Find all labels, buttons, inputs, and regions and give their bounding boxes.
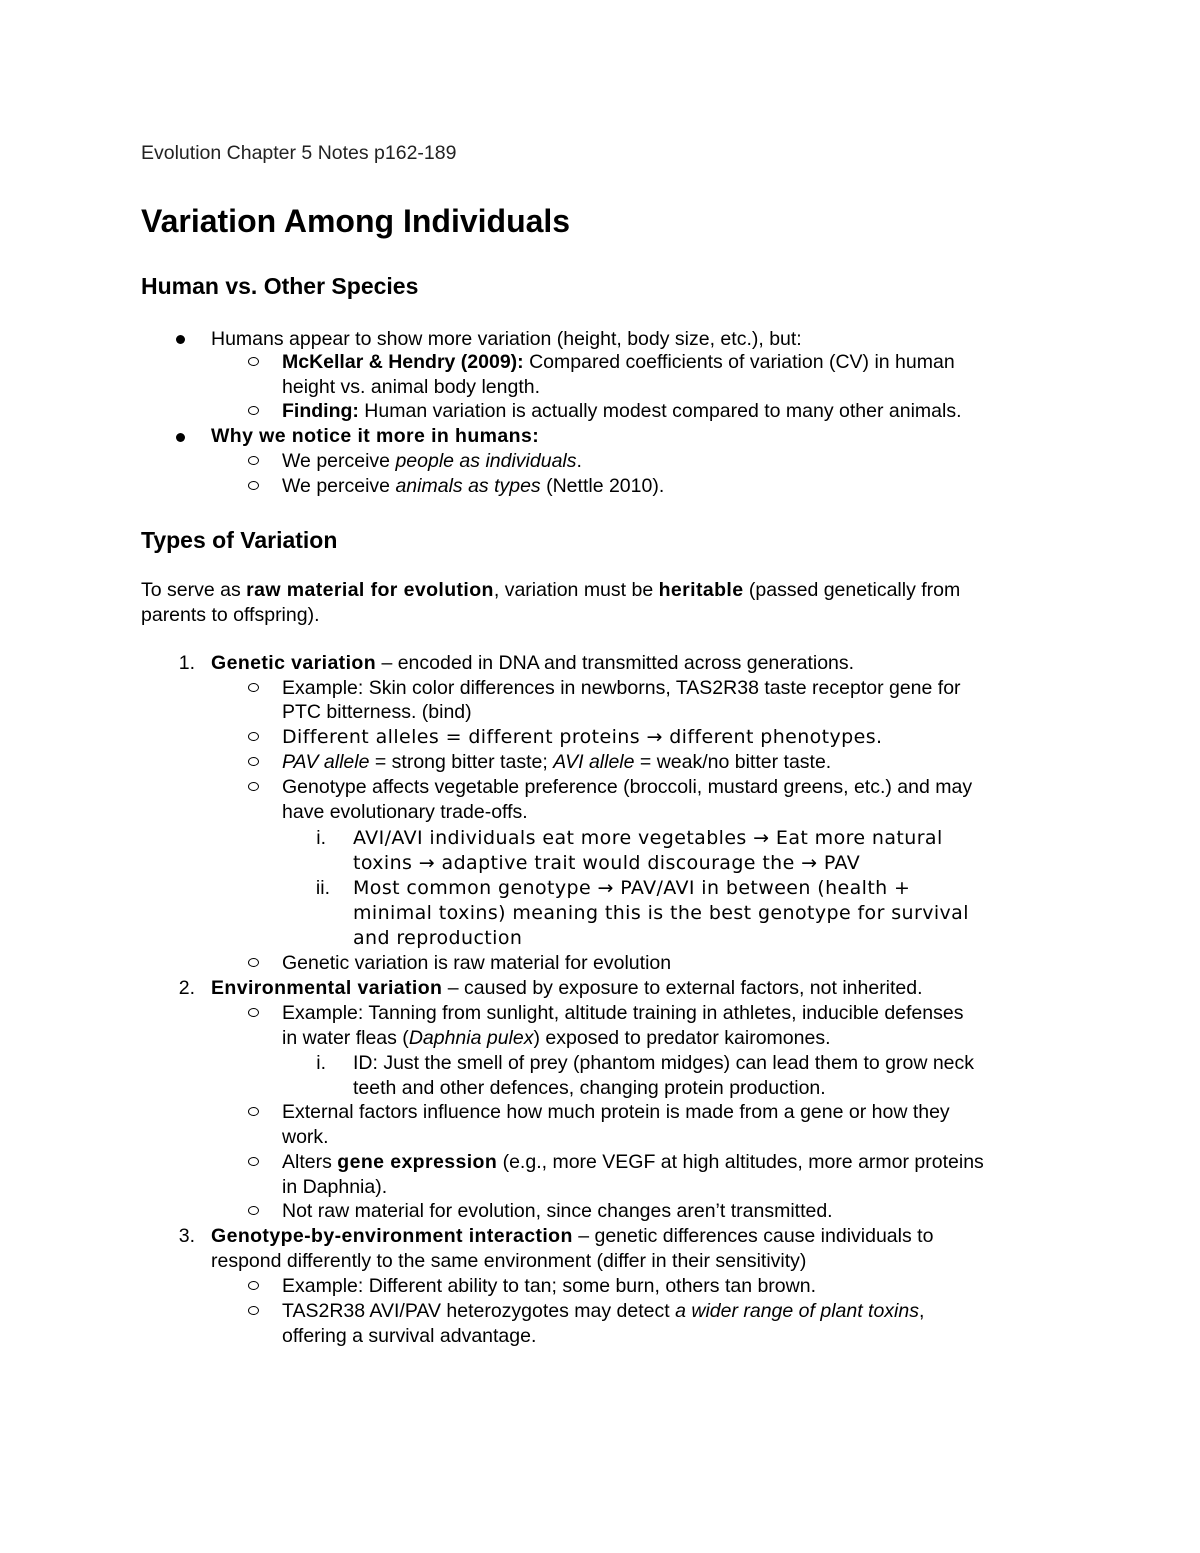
- bullet-ring: [248, 732, 259, 741]
- bullet-ring: [248, 1107, 259, 1116]
- italic-text: Daphnia pulex: [408, 1027, 534, 1049]
- list-item-continuation: minimal toxins) meaning this is the best genotype for survival: [353, 902, 969, 924]
- italic-text: people as individuals: [395, 450, 577, 472]
- bullet-dot: [176, 335, 185, 344]
- list-item: [282, 449, 582, 474]
- list-item: [282, 474, 664, 499]
- text: – genetic differences cause individuals to: [572, 1225, 934, 1247]
- bullet-ring: [248, 406, 259, 415]
- text: We perceive: [282, 450, 396, 472]
- text: .: [576, 450, 582, 472]
- citation-bold: McKellar & Hendry (2009):: [282, 351, 524, 373]
- bullet-ring: [248, 958, 259, 967]
- list-item: Example: Skin color differences in newborns, TAS2R38 taste receptor gene for: [282, 677, 961, 699]
- bullet-ring: [248, 1157, 259, 1166]
- list-item: ID: Just the smell of prey (phantom midges) can lead them to grow neck: [353, 1052, 975, 1074]
- bullet-ring: [248, 456, 259, 465]
- roman-numeral: i.: [316, 827, 326, 849]
- list-item-continuation: [282, 1026, 831, 1051]
- list-item: Why we notice it more in humans:: [211, 425, 540, 447]
- bold-text: heritable: [658, 579, 744, 601]
- roman-numeral: i.: [316, 1052, 326, 1074]
- bullet-ring: [248, 1206, 259, 1215]
- list-item: Not raw material for evolution, since changes aren’t transmitted.: [282, 1200, 833, 1222]
- bold-text: gene expression: [337, 1151, 498, 1173]
- list-item: [282, 399, 962, 424]
- list-item-continuation: in Daphnia).: [282, 1176, 388, 1198]
- italic-text: PAV allele: [282, 751, 370, 773]
- italic-text: animals as types: [395, 475, 541, 497]
- text: We perceive: [282, 475, 396, 497]
- text: Human variation is actually modest compared to many other animals.: [358, 400, 962, 422]
- bullet-ring: [248, 481, 259, 490]
- text: – encoded in DNA and transmitted across generations.: [376, 652, 855, 674]
- list-item-continuation: respond differently to the same environment (differ in their sensitivity): [211, 1250, 807, 1272]
- list-number: 3.: [178, 1225, 195, 1247]
- bullet-ring: [248, 1306, 259, 1315]
- text: (e.g., more VEGF at high altitudes, more armor proteins: [497, 1151, 984, 1173]
- list-item: Different alleles = different proteins → different phenotypes.: [282, 726, 883, 748]
- list-item: [282, 350, 955, 375]
- list-item: Genetic variation is raw material for evolution: [282, 952, 672, 974]
- document-subtitle: Evolution Chapter 5 Notes p162-189: [141, 142, 457, 164]
- italic-text: a wider range of plant toxins: [675, 1300, 919, 1322]
- list-item: AVI/AVI individuals eat more vegetables → Eat more natural: [353, 827, 943, 849]
- text: – caused by exposure to external factors, not inherited.: [442, 977, 923, 999]
- list-item-continuation: teeth and other defences, changing protein production.: [353, 1077, 826, 1099]
- page-title: Variation Among Individuals: [141, 203, 571, 239]
- section-heading-types-of-variation: Types of Variation: [141, 527, 338, 553]
- text: = weak/no bitter taste.: [634, 751, 832, 773]
- text: (passed genetically from: [743, 579, 961, 601]
- text: ) exposed to predator kairomones.: [533, 1027, 831, 1049]
- list-item: [282, 1299, 924, 1324]
- list-item-continuation: PTC bitterness. (bind): [282, 701, 472, 723]
- list-item-continuation: work.: [282, 1126, 329, 1148]
- bold-text: raw material for evolution: [246, 579, 494, 601]
- bold-text: Environmental variation: [211, 977, 443, 999]
- list-item: Example: Tanning from sunlight, altitude training in athletes, inducible defenses: [282, 1002, 964, 1024]
- list-item-continuation: toxins → adaptive trait would discourage the → PAV: [353, 852, 861, 874]
- text: ,: [919, 1300, 925, 1322]
- list-item-continuation: and reproduction: [353, 927, 523, 949]
- text: Compared coefficients of variation (CV) in human: [523, 351, 955, 373]
- text: TAS2R38 AVI/PAV heterozygotes may detect: [282, 1300, 676, 1322]
- bullet-ring: [248, 1008, 259, 1017]
- list-item: External factors influence how much protein is made from a gene or how they: [282, 1101, 950, 1123]
- text: = strong bitter taste;: [369, 751, 554, 773]
- list-item: [282, 1150, 984, 1175]
- intro-paragraph: [141, 578, 960, 603]
- list-item: [211, 651, 854, 676]
- list-item-continuation: height vs. animal body length.: [282, 376, 540, 398]
- list-item: Example: Different ability to tan; some burn, others tan brown.: [282, 1275, 816, 1297]
- intro-paragraph-continuation: parents to offspring).: [141, 604, 320, 626]
- bullet-ring: [248, 357, 259, 366]
- list-item: Most common genotype → PAV/AVI in between (health +: [353, 877, 911, 899]
- list-number: 1.: [178, 652, 195, 674]
- list-item: Genotype affects vegetable preference (broccoli, mustard greens, etc.) and may: [282, 776, 973, 798]
- bullet-dot: [176, 433, 185, 442]
- section-heading-human-vs-other: Human vs. Other Species: [141, 273, 419, 299]
- bullet-ring: [248, 1281, 259, 1290]
- text: Alters: [282, 1151, 338, 1173]
- text: in water fleas (: [282, 1027, 409, 1049]
- bullet-ring: [248, 782, 259, 791]
- bold-text: Genotype-by-environment interaction: [211, 1225, 573, 1247]
- roman-numeral: ii.: [315, 877, 330, 899]
- bullet-ring: [248, 757, 259, 766]
- list-item: Humans appear to show more variation (height, body size, etc.), but:: [211, 328, 802, 350]
- italic-text: AVI allele: [553, 751, 635, 773]
- text: , variation must be: [493, 579, 659, 601]
- list-item: [211, 976, 923, 1001]
- list-item-continuation: have evolutionary trade-offs.: [282, 801, 528, 823]
- list-item: [282, 750, 831, 775]
- finding-bold: Finding:: [282, 400, 359, 422]
- text: (Nettle 2010).: [540, 475, 665, 497]
- list-item-continuation: offering a survival advantage.: [282, 1325, 537, 1347]
- list-item: [211, 1224, 933, 1249]
- list-number: 2.: [178, 977, 195, 999]
- bold-text: Genetic variation: [211, 652, 377, 674]
- text: To serve as: [141, 579, 247, 601]
- bullet-ring: [248, 683, 259, 692]
